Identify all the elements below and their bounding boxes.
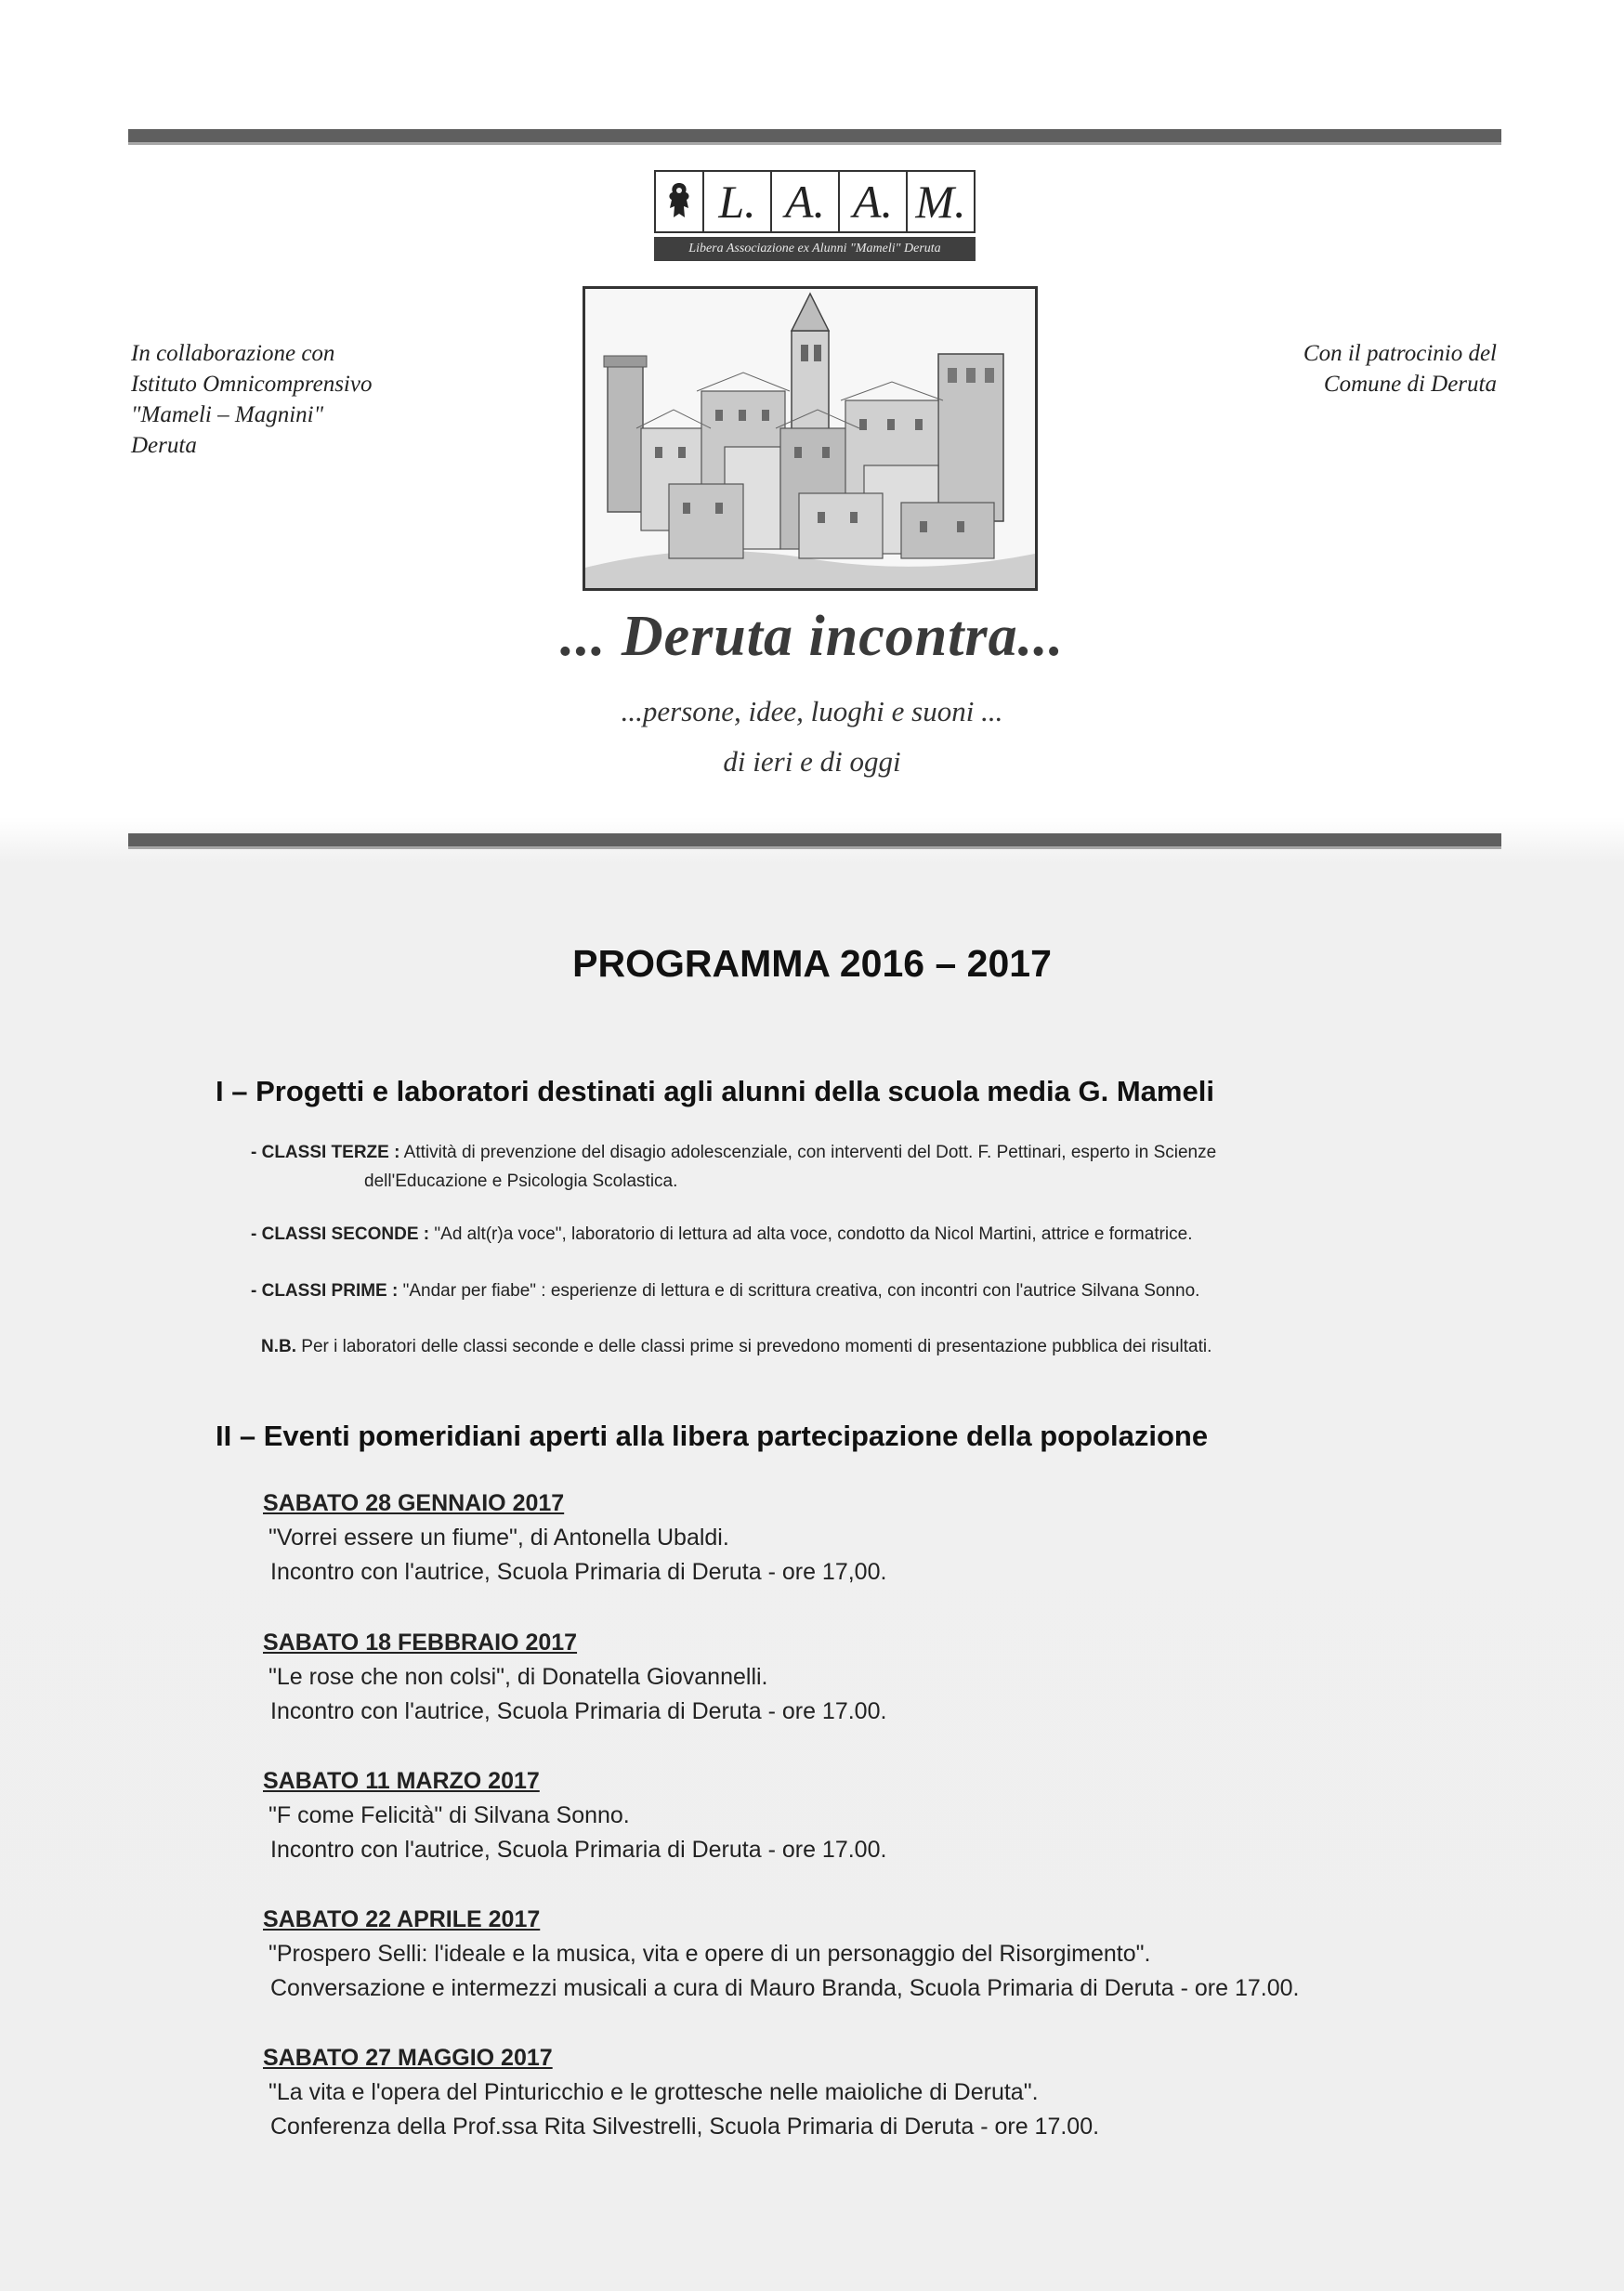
event-entry [263, 1626, 886, 1729]
logo-letter-m: M. [915, 176, 966, 228]
event-title: ... Deruta incontra... [559, 605, 1065, 668]
section-heading-projects: I – Progetti e laboratori destinati agli alunni della scuola media G. Mameli [216, 1075, 1214, 1107]
event-date: SABATO 27 MAGGIO 2017 [263, 2045, 553, 2071]
patronage-line: Con il patrocinio del [1303, 341, 1497, 366]
class-description: "Ad alt(r)a voce", laboratorio di lettura ad alta voce, condotto da Nicol Martini, attrice e formatrice. [429, 1224, 1193, 1244]
class-item-seconde [251, 1220, 1193, 1249]
event-title-text: "Prospero Selli: l'ideale e la musica, vita e opere di un personaggio del Risorgimento". [268, 1941, 1151, 1967]
class-item-terze [251, 1138, 1216, 1196]
event-entry [263, 1764, 886, 1867]
event-detail: Incontro con l'autrice, Scuola Primaria di Deruta - ore 17.00. [270, 1698, 887, 1724]
event-date: SABATO 18 FEBBRAIO 2017 [263, 1630, 578, 1656]
nb-text: Per i laboratori delle classi seconde e delle classi prime si prevedono momenti di presentazione pubblica dei risultati. [296, 1337, 1212, 1356]
class-description: "Andar per fiabe" : esperienze di lettura e di scrittura creativa, con incontri con l'autrice Silvana Sonno. [398, 1281, 1200, 1301]
event-subtitle: ...persone, idee, luoghi e suoni ... [621, 695, 1003, 727]
deruta-town-illustration [583, 286, 1038, 591]
collaboration-line: Deruta [131, 433, 197, 458]
top-divider [128, 129, 1501, 145]
patronage-line: Comune di Deruta [1323, 372, 1497, 397]
logo-tagline: Libera Associazione ex Alunni "Mameli" Deruta [654, 237, 976, 261]
event-detail: Conversazione e intermezzi musicali a cura di Mauro Branda, Scuola Primaria di Deruta - ore 17.00. [270, 1975, 1300, 2001]
collaboration-line: "Mameli – Magnini" [131, 402, 324, 427]
event-detail: Incontro con l'autrice, Scuola Primaria di Deruta - ore 17.00. [270, 1837, 887, 1863]
event-title-text: "La vita e l'opera del Pinturicchio e le grottesche nelle maioliche di Deruta". [268, 2079, 1039, 2105]
section-heading-events: II – Eventi pomeridiani aperti alla libera partecipazione della popolazione [216, 1420, 1209, 1452]
event-detail: Incontro con l'autrice, Scuola Primaria di Deruta - ore 17,00. [270, 1559, 887, 1585]
event-date: SABATO 28 GENNAIO 2017 [263, 1490, 565, 1516]
event-title-text: "F come Felicità" di Silvana Sonno. [268, 1802, 630, 1828]
emblem-icon [656, 172, 704, 231]
event-detail: Conferenza della Prof.ssa Rita Silvestrelli, Scuola Primaria di Deruta - ore 17.00. [270, 2114, 1100, 2140]
class-item-prime [251, 1276, 1199, 1305]
event-entry [263, 1486, 886, 1590]
event-title-text: "Vorrei essere un fiume", di Antonella Ubaldi. [268, 1525, 729, 1551]
event-title-text: "Le rose che non colsi", di Donatella Giovannelli. [268, 1664, 768, 1690]
collaboration-line: Istituto Omnicomprensivo [131, 372, 373, 397]
class-label: - CLASSI PRIME : [251, 1281, 399, 1301]
event-entry [263, 2041, 1099, 2144]
patronage-note [1303, 338, 1497, 399]
class-description-cont: dell'Educazione e Psicologia Scolastica. [364, 1172, 678, 1191]
event-date: SABATO 11 MARZO 2017 [263, 1768, 540, 1794]
logo-letter-l: L. [704, 172, 772, 231]
laam-logo [654, 170, 976, 261]
logo-letter-a1: A. [772, 172, 840, 231]
nb-label: N.B. [261, 1337, 296, 1356]
nota-bene [261, 1332, 1211, 1361]
collaboration-line: In collaborazione con [131, 341, 335, 366]
logo-letters [654, 170, 976, 233]
logo-letter-a2: A. [840, 172, 908, 231]
event-subtitle-2: di ieri e di oggi [723, 745, 901, 778]
bottom-divider [128, 833, 1501, 849]
event-date: SABATO 22 APRILE 2017 [263, 1906, 541, 1932]
class-description: Attività di prevenzione del disagio adolescenziale, con interventi del Dott. F. Pettinari, esperto in Scienze [399, 1143, 1217, 1162]
class-label: - CLASSI TERZE : [251, 1143, 400, 1162]
program-heading: PROGRAMMA 2016 – 2017 [572, 942, 1052, 985]
class-label: - CLASSI SECONDE : [251, 1224, 430, 1244]
collaboration-note [131, 338, 372, 461]
event-entry [263, 1903, 1299, 2006]
